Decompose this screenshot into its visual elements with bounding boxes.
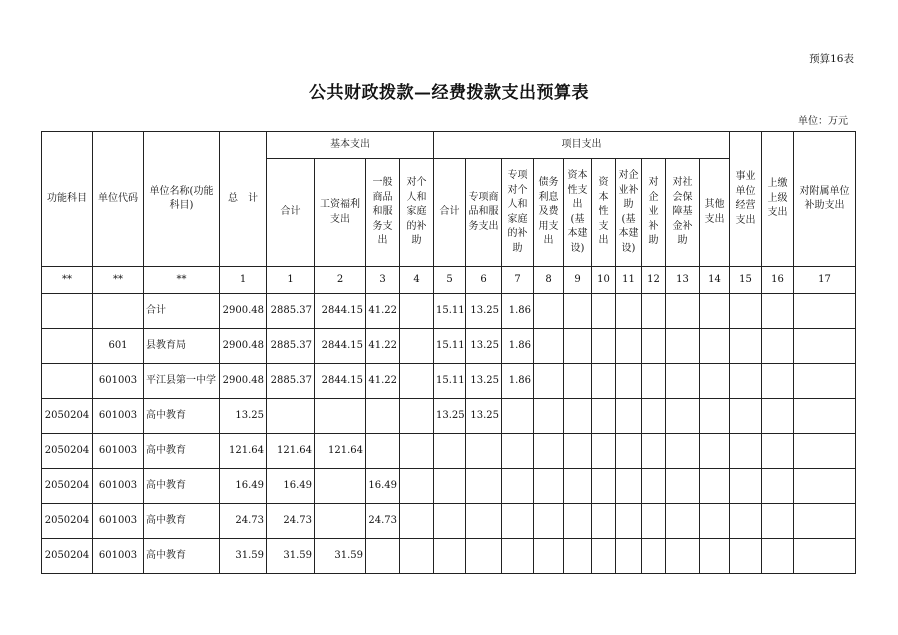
individual-cell: [400, 504, 434, 539]
header-proj-total: 合计: [434, 159, 466, 267]
total-cell: 16.49: [220, 469, 267, 504]
empty-cell: [762, 294, 794, 329]
empty-cell: [564, 504, 592, 539]
empty-cell: [592, 364, 616, 399]
basic-total-cell: 2885.37: [267, 294, 315, 329]
empty-cell: [666, 504, 700, 539]
func-subject-cell: [42, 329, 93, 364]
index-cell: 9: [564, 267, 592, 294]
empty-cell: [762, 399, 794, 434]
empty-cell: [794, 399, 856, 434]
table-row: [42, 434, 856, 469]
table-row: [42, 329, 856, 364]
project-goods-cell: [466, 434, 502, 469]
table-row: [42, 364, 856, 399]
header-unit-code: 单位代码: [93, 132, 144, 267]
basic-total-cell: 2885.37: [267, 364, 315, 399]
table-row: [42, 539, 856, 574]
index-cell: 14: [700, 267, 730, 294]
wage-cell: 2844.15: [315, 364, 366, 399]
empty-cell: [794, 329, 856, 364]
header-proj-goods: 专项商品和服务支出: [466, 159, 502, 267]
project-total-cell: [434, 434, 466, 469]
goods-cell: 24.73: [366, 504, 400, 539]
empty-cell: [700, 539, 730, 574]
project-total-cell: [434, 539, 466, 574]
unit-code-cell: 601003: [93, 434, 144, 469]
index-cell: 5: [434, 267, 466, 294]
index-cell: 10: [592, 267, 616, 294]
individual-cell: [400, 329, 434, 364]
empty-cell: [666, 469, 700, 504]
basic-total-cell: 24.73: [267, 504, 315, 539]
individual-cell: [400, 469, 434, 504]
project-individual-cell: [502, 539, 534, 574]
goods-cell: 41.22: [366, 294, 400, 329]
form-number: 预算16表: [809, 53, 854, 65]
empty-cell: [730, 469, 762, 504]
empty-cell: [666, 364, 700, 399]
goods-cell: 16.49: [366, 469, 400, 504]
unit-code-cell: 601003: [93, 364, 144, 399]
empty-cell: [642, 539, 666, 574]
empty-cell: [592, 469, 616, 504]
individual-cell: [400, 434, 434, 469]
basic-total-cell: 31.59: [267, 539, 315, 574]
func-subject-cell: 2050204: [42, 539, 93, 574]
empty-cell: [592, 504, 616, 539]
total-cell: 2900.48: [220, 329, 267, 364]
project-total-cell: [434, 469, 466, 504]
empty-cell: [794, 469, 856, 504]
index-cell: 12: [642, 267, 666, 294]
header-business-unit: 事业单位经营支出: [730, 132, 762, 267]
goods-cell: [366, 434, 400, 469]
index-cell: 8: [534, 267, 564, 294]
header-debt: 债务利息及费用支出: [534, 159, 564, 267]
header-goods: 一般商品和服务支出: [366, 159, 400, 267]
empty-cell: [730, 294, 762, 329]
empty-cell: [592, 434, 616, 469]
empty-cell: [730, 504, 762, 539]
unit-code-cell: 601003: [93, 469, 144, 504]
individual-cell: [400, 539, 434, 574]
budget-table: [41, 131, 856, 574]
header-ent-subsidy-build: 对企业补助(基本建设): [616, 159, 642, 267]
unit-name-cell: 高中教育: [144, 539, 220, 574]
empty-cell: [616, 539, 642, 574]
basic-total-cell: [267, 399, 315, 434]
empty-cell: [666, 399, 700, 434]
header-func-subject: 功能科目: [42, 132, 93, 267]
empty-cell: [730, 399, 762, 434]
index-cell: **: [144, 267, 220, 294]
index-cell: 16: [762, 267, 794, 294]
empty-cell: [666, 329, 700, 364]
project-individual-cell: [502, 504, 534, 539]
empty-cell: [794, 434, 856, 469]
empty-cell: [534, 399, 564, 434]
individual-cell: [400, 364, 434, 399]
unit-code-cell: 601003: [93, 399, 144, 434]
empty-cell: [592, 329, 616, 364]
table-row: [42, 399, 856, 434]
empty-cell: [762, 364, 794, 399]
empty-cell: [642, 434, 666, 469]
empty-cell: [666, 539, 700, 574]
project-goods-cell: 13.25: [466, 364, 502, 399]
empty-cell: [616, 294, 642, 329]
total-cell: 121.64: [220, 434, 267, 469]
header-capital-build: 资本性支出(基本建设): [564, 159, 592, 267]
empty-cell: [730, 539, 762, 574]
empty-cell: [534, 539, 564, 574]
empty-cell: [564, 294, 592, 329]
empty-cell: [564, 364, 592, 399]
total-cell: 2900.48: [220, 294, 267, 329]
index-cell: 7: [502, 267, 534, 294]
unit-code-cell: [93, 294, 144, 329]
wage-cell: [315, 399, 366, 434]
project-total-cell: [434, 504, 466, 539]
wage-cell: 2844.15: [315, 329, 366, 364]
project-individual-cell: [502, 399, 534, 434]
table-body: [42, 267, 856, 574]
project-total-cell: 13.25: [434, 399, 466, 434]
header-proj-individual: 专项对个人和家庭的补助: [502, 159, 534, 267]
empty-cell: [700, 364, 730, 399]
empty-cell: [534, 329, 564, 364]
header-affiliated: 对附属单位补助支出: [794, 132, 856, 267]
index-row: [42, 267, 856, 294]
unit-name-cell: 高中教育: [144, 399, 220, 434]
wage-cell: 31.59: [315, 539, 366, 574]
empty-cell: [642, 469, 666, 504]
func-subject-cell: 2050204: [42, 469, 93, 504]
wage-cell: [315, 504, 366, 539]
empty-cell: [666, 294, 700, 329]
empty-cell: [730, 364, 762, 399]
empty-cell: [762, 329, 794, 364]
empty-cell: [642, 294, 666, 329]
func-subject-cell: [42, 364, 93, 399]
header-upper-pay: 上缴上级支出: [762, 132, 794, 267]
empty-cell: [700, 469, 730, 504]
empty-cell: [534, 469, 564, 504]
project-total-cell: 15.11: [434, 294, 466, 329]
project-goods-cell: 13.25: [466, 329, 502, 364]
basic-total-cell: 2885.37: [267, 329, 315, 364]
header-other: 其他支出: [700, 159, 730, 267]
empty-cell: [642, 504, 666, 539]
index-cell: 17: [794, 267, 856, 294]
project-goods-cell: 13.25: [466, 294, 502, 329]
empty-cell: [616, 364, 642, 399]
header-unit-name: 单位名称(功能科目): [144, 132, 220, 267]
func-subject-cell: 2050204: [42, 434, 93, 469]
unit-name-cell: 平江县第一中学: [144, 364, 220, 399]
project-individual-cell: 1.86: [502, 329, 534, 364]
index-cell: 15: [730, 267, 762, 294]
func-subject-cell: 2050204: [42, 399, 93, 434]
total-cell: 2900.48: [220, 364, 267, 399]
header-wage: 工资福利支出: [315, 159, 366, 267]
empty-cell: [616, 329, 642, 364]
project-goods-cell: [466, 539, 502, 574]
empty-cell: [762, 469, 794, 504]
empty-cell: [616, 399, 642, 434]
empty-cell: [794, 294, 856, 329]
wage-cell: [315, 469, 366, 504]
empty-cell: [762, 504, 794, 539]
page-title: 公共财政拨款—经费拨款支出预算表: [309, 83, 589, 103]
basic-total-cell: 121.64: [267, 434, 315, 469]
project-total-cell: 15.11: [434, 329, 466, 364]
unit-name-cell: 高中教育: [144, 469, 220, 504]
table-row: [42, 469, 856, 504]
empty-cell: [642, 364, 666, 399]
empty-cell: [616, 504, 642, 539]
empty-cell: [534, 294, 564, 329]
empty-cell: [534, 504, 564, 539]
project-goods-cell: [466, 469, 502, 504]
unit-code-cell: 601: [93, 329, 144, 364]
empty-cell: [534, 434, 564, 469]
empty-cell: [700, 329, 730, 364]
empty-cell: [616, 434, 642, 469]
func-subject-cell: [42, 294, 93, 329]
index-cell: **: [42, 267, 93, 294]
unit-name-cell: 高中教育: [144, 504, 220, 539]
unit-name-cell: 高中教育: [144, 434, 220, 469]
goods-cell: 41.22: [366, 364, 400, 399]
unit-code-cell: 601003: [93, 539, 144, 574]
index-cell: 3: [366, 267, 400, 294]
wage-cell: 2844.15: [315, 294, 366, 329]
header-capital: 资本性支出: [592, 159, 616, 267]
empty-cell: [564, 539, 592, 574]
func-subject-cell: 2050204: [42, 504, 93, 539]
empty-cell: [534, 364, 564, 399]
empty-cell: [564, 329, 592, 364]
index-cell: 1: [267, 267, 315, 294]
project-goods-cell: [466, 504, 502, 539]
header-basic: 基本支出: [267, 132, 434, 159]
project-individual-cell: [502, 434, 534, 469]
header-total: 总 计: [220, 132, 267, 267]
index-cell: 1: [220, 267, 267, 294]
empty-cell: [592, 399, 616, 434]
index-cell: 13: [666, 267, 700, 294]
empty-cell: [794, 539, 856, 574]
project-individual-cell: [502, 469, 534, 504]
total-cell: 24.73: [220, 504, 267, 539]
empty-cell: [592, 294, 616, 329]
empty-cell: [564, 469, 592, 504]
empty-cell: [700, 434, 730, 469]
header-ent-subsidy: 对企业补助: [642, 159, 666, 267]
empty-cell: [762, 539, 794, 574]
table-row: [42, 294, 856, 329]
empty-cell: [700, 504, 730, 539]
project-individual-cell: 1.86: [502, 294, 534, 329]
unit-code-cell: 601003: [93, 504, 144, 539]
empty-cell: [794, 504, 856, 539]
index-cell: **: [93, 267, 144, 294]
wage-cell: 121.64: [315, 434, 366, 469]
header-social-security: 对社会保障基金补助: [666, 159, 700, 267]
empty-cell: [762, 434, 794, 469]
basic-total-cell: 16.49: [267, 469, 315, 504]
header-basic-total: 合计: [267, 159, 315, 267]
index-cell: 6: [466, 267, 502, 294]
empty-cell: [700, 294, 730, 329]
individual-cell: [400, 399, 434, 434]
empty-cell: [700, 399, 730, 434]
empty-cell: [564, 434, 592, 469]
empty-cell: [730, 434, 762, 469]
header-project: 项目支出: [434, 132, 730, 159]
empty-cell: [642, 329, 666, 364]
project-goods-cell: 13.25: [466, 399, 502, 434]
index-cell: 11: [616, 267, 642, 294]
empty-cell: [642, 399, 666, 434]
unit-name-cell: 合计: [144, 294, 220, 329]
index-cell: 4: [400, 267, 434, 294]
header-individual: 对个人和家庭的补助: [400, 159, 434, 267]
project-total-cell: 15.11: [434, 364, 466, 399]
table-row: [42, 504, 856, 539]
unit-name-cell: 县教育局: [144, 329, 220, 364]
project-individual-cell: 1.86: [502, 364, 534, 399]
unit-label: 单位：万元: [798, 116, 848, 127]
empty-cell: [592, 539, 616, 574]
index-cell: 2: [315, 267, 366, 294]
total-cell: 31.59: [220, 539, 267, 574]
goods-cell: 41.22: [366, 329, 400, 364]
empty-cell: [730, 329, 762, 364]
individual-cell: [400, 294, 434, 329]
empty-cell: [564, 399, 592, 434]
empty-cell: [616, 469, 642, 504]
goods-cell: [366, 399, 400, 434]
goods-cell: [366, 539, 400, 574]
empty-cell: [666, 434, 700, 469]
empty-cell: [794, 364, 856, 399]
total-cell: 13.25: [220, 399, 267, 434]
